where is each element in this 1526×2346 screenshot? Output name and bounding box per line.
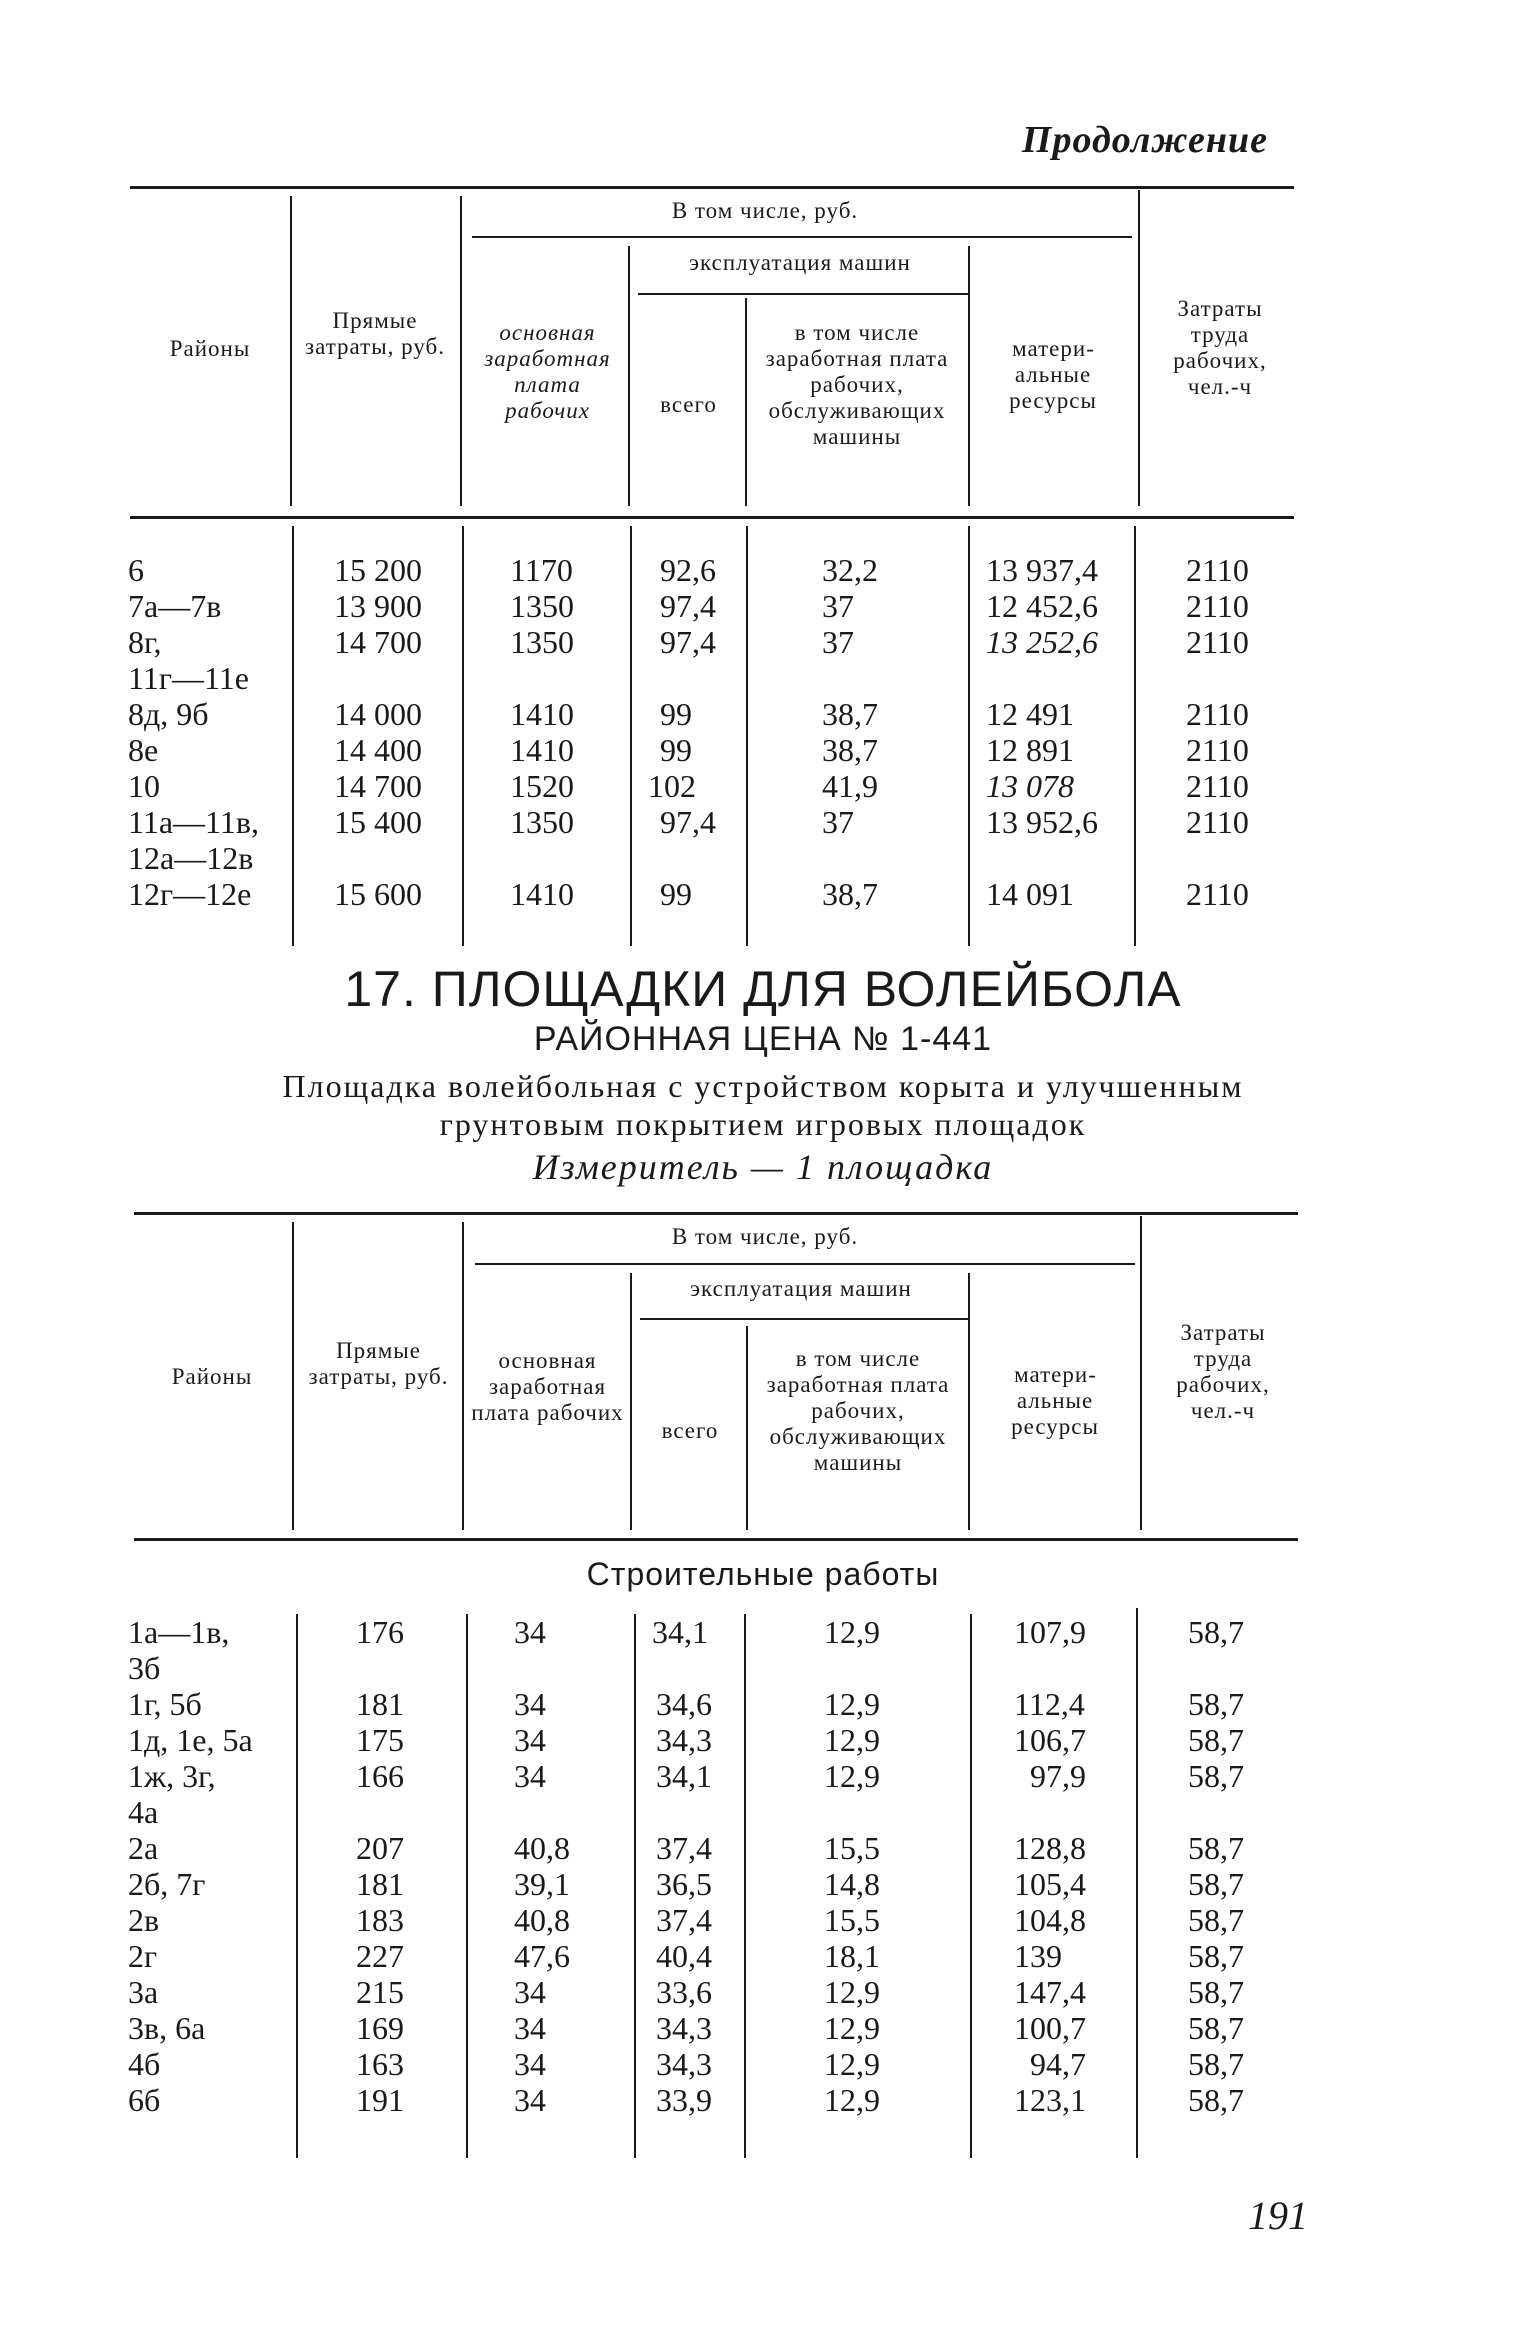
section-price: РАЙОННАЯ ЦЕНА № 1-441 (533, 1020, 993, 1058)
table-row: 8г, 14 700 1350 97,4 37 13 252,6 2110 (128, 624, 1249, 660)
section-description-2: грунтовым покрытием игровых площадок (439, 1106, 1087, 1142)
header2-regions: Районы (171, 1364, 253, 1389)
header-direct-costs: Прямые затраты, руб. (305, 308, 445, 359)
header-machines-total: всего (660, 392, 717, 417)
page-number: 191 (1248, 2193, 1308, 2238)
header2-wages: основная заработная плата рабочих (471, 1348, 624, 1425)
table-row: 4а (128, 1794, 159, 1830)
table-row: 7а—7в 13 900 1350 97,4 37 12 452,6 2110 (128, 588, 1249, 624)
table-row: 8е 14 400 1410 99 38,7 12 891 2110 (128, 732, 1249, 768)
header2-machines-total: всего (661, 1418, 719, 1443)
header-machine-wages: в том числе заработная плата рабочих, обслуживающих машины (765, 320, 949, 449)
table-row: 3а 215 34 33,6 12,9 147,4 58,7 (128, 1974, 1244, 2010)
table-row: 10 14 700 1520 102 41,9 13 078 2110 (128, 768, 1249, 804)
continuation-label: Продолжение (1021, 119, 1268, 161)
table-row: 1г, 5б 181 34 34,6 12,9 112,4 58,7 (128, 1686, 1244, 1722)
table-row: 2а 207 40,8 37,4 15,5 128,8 58,7 (128, 1830, 1244, 1866)
table-row: 6б 191 34 33,9 12,9 123,1 58,7 (128, 2082, 1244, 2118)
header-machines: эксплуатация машин (689, 250, 911, 275)
table-row: 3б (128, 1650, 161, 1686)
table-row: 1д, 1е, 5а 175 34 34,3 12,9 106,7 58,7 (128, 1722, 1244, 1758)
header2-machines: эксплуатация машин (690, 1276, 912, 1301)
header-labor: Затраты труда рабочих, чел.-ч (1173, 296, 1267, 399)
table-row: 8д, 9б 14 000 1410 99 38,7 12 491 2110 (128, 696, 1249, 732)
header2-machine-wages: в том числе заработная плата рабочих, обслуживающих машины (766, 1346, 950, 1475)
header2-direct-costs: Прямые затраты, руб. (308, 1338, 449, 1389)
section-title: 17. ПЛОЩАДКИ ДЛЯ ВОЛЕЙБОЛА (344, 961, 1182, 1017)
header2-including: В том числе, руб. (671, 1224, 859, 1249)
header-including: В том числе, руб. (671, 198, 859, 223)
table-row: 3в, 6а 169 34 34,3 12,9 100,7 58,7 (128, 2010, 1244, 2046)
header-materials: материальные ресурсы (1009, 336, 1097, 413)
table-row: 2в 183 40,8 37,4 15,5 104,8 58,7 (128, 1902, 1244, 1938)
subheading-construction: Строительные работы (586, 1556, 940, 1592)
section-description-1: Площадка волейбольная с устройством корыта и улучшенным (282, 1068, 1244, 1104)
table-row: 1а—1в, 176 34 34,1 12,9 107,9 58,7 (128, 1614, 1244, 1650)
header2-labor: Затраты труда рабочих, чел.-ч (1176, 1320, 1270, 1423)
section-measure: Измеритель — 1 площадка (532, 1147, 994, 1187)
table-row: 6 15 200 1170 92,6 32,2 13 937,4 2110 (128, 552, 1249, 588)
table-row: 12г—12е 15 600 1410 99 38,7 14 091 2110 (128, 876, 1249, 912)
header-wages: основная заработная плата рабочих (484, 320, 611, 423)
table-row: 11а—11в, 15 400 1350 97,4 37 13 952,6 2110 (128, 804, 1249, 840)
table-row: 1ж, 3г, 166 34 34,1 12,9 97,9 58,7 (128, 1758, 1244, 1794)
header2-materials: материальные ресурсы (1011, 1362, 1099, 1439)
table-row: 2г 227 47,6 40,4 18,1 139 58,7 (128, 1938, 1244, 1974)
header-regions: Районы (169, 336, 251, 361)
table-row: 11г—11е (128, 660, 249, 696)
table-row: 2б, 7г 181 39,1 36,5 14,8 105,4 58,7 (128, 1866, 1244, 1902)
table-row: 12а—12в (128, 840, 254, 876)
table-row: 4б 163 34 34,3 12,9 94,7 58,7 (128, 2046, 1244, 2082)
